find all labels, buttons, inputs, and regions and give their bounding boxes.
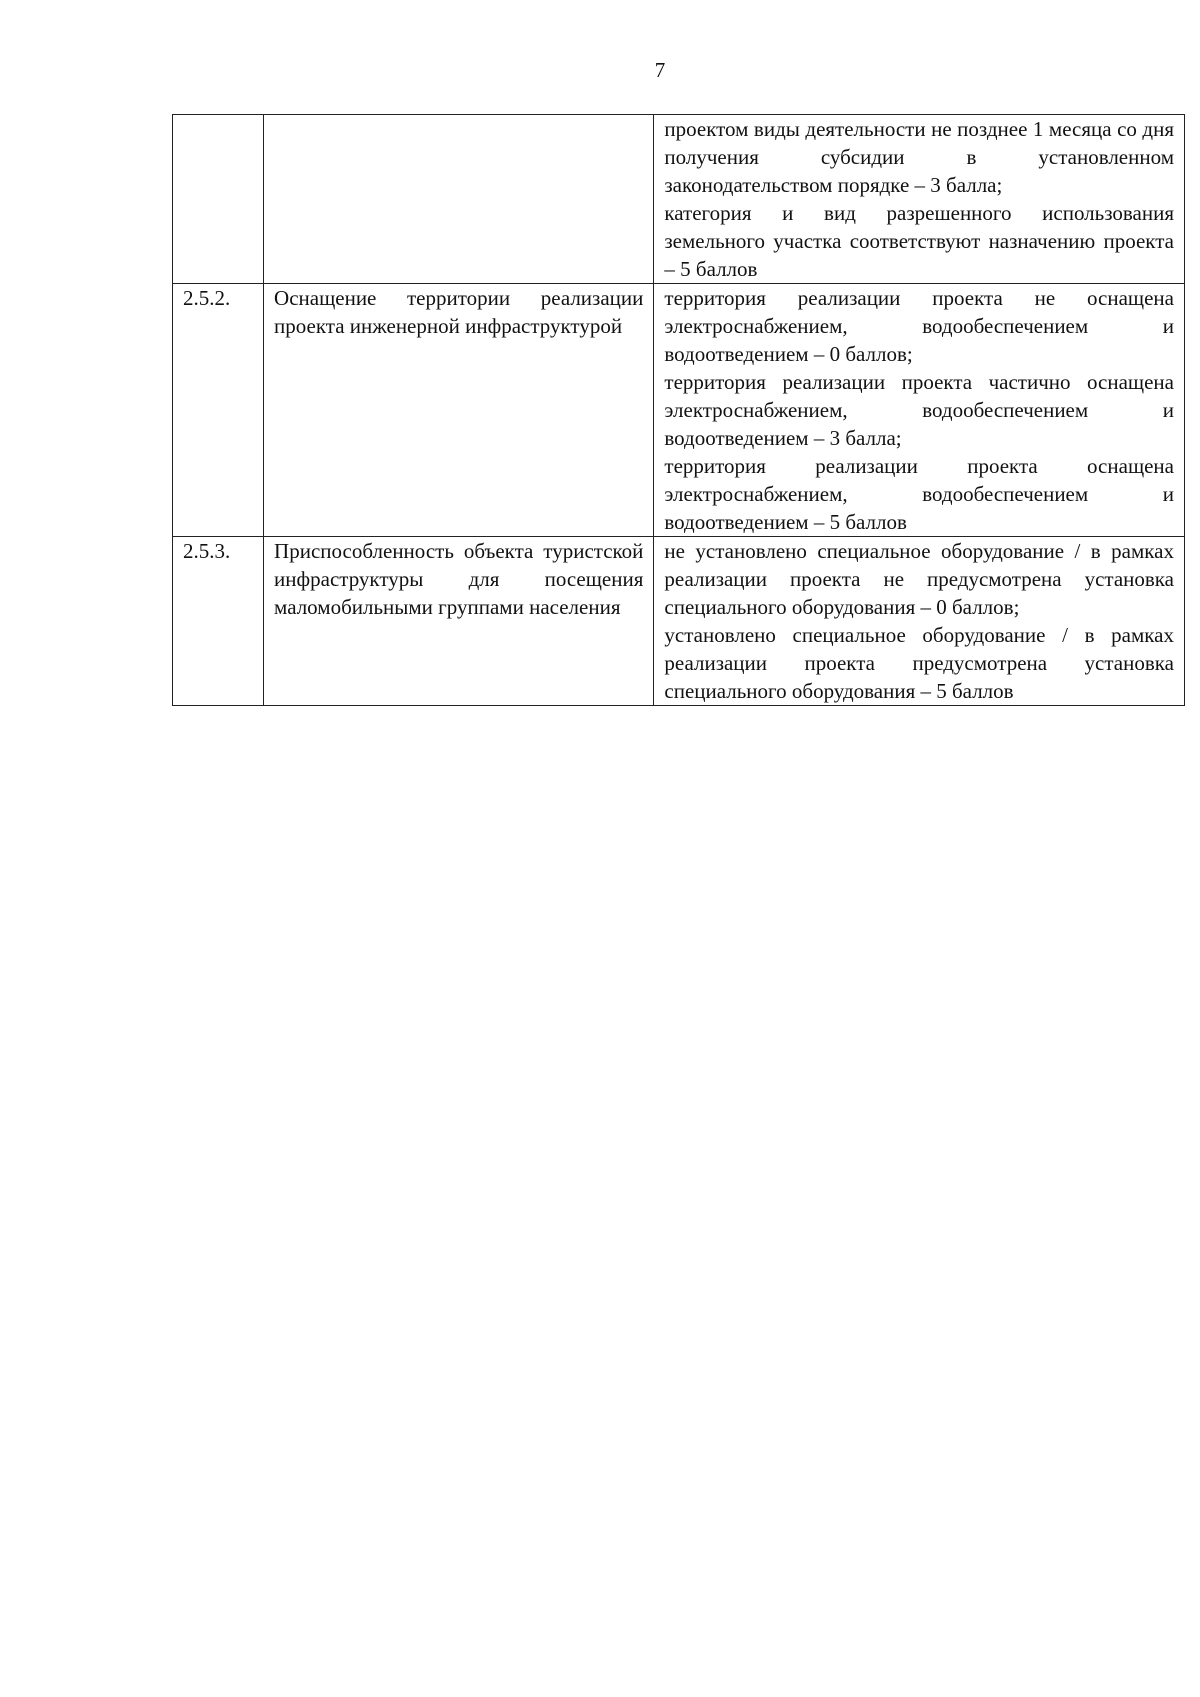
- scoring-cell: [654, 115, 1185, 284]
- scoring-cell: [654, 284, 1185, 537]
- scoring-item: категория и вид разрешенного использования земельного участка соответствуют назначению проекта – 5 баллов: [664, 201, 1174, 281]
- scoring-item: установлено специальное оборудование / в рамках реализации проекта предусмотрена установка специального оборудования – 5 баллов: [664, 623, 1174, 703]
- page-number: 7: [654, 58, 666, 82]
- criterion-name-cell: [264, 115, 654, 284]
- criterion-name-cell: Оснащение территории реализации проекта инженерной инфраструктурой: [264, 284, 654, 537]
- scoring-item: территория реализации проекта оснащена электроснабжением, водообеспечением и водоотведением – 5 баллов: [664, 454, 1174, 534]
- table-row: [173, 537, 1185, 706]
- scoring-cell: [654, 537, 1185, 706]
- row-number-cell: 2.5.2.: [173, 284, 264, 537]
- row-number-cell: 2.5.3.: [173, 537, 264, 706]
- criteria-table: [172, 114, 1185, 706]
- row-number-cell: [173, 115, 264, 284]
- scoring-item: территория реализации проекта не оснащена электроснабжением, водообеспечением и водоотведением – 0 баллов;: [664, 286, 1174, 366]
- scoring-item: не установлено специальное оборудование / в рамках реализации проекта не предусмотрена установка специального оборудования – 0 баллов;: [664, 539, 1174, 619]
- scoring-item: территория реализации проекта частично оснащена электроснабжением, водообеспечением и водоотведением – 3 балла;: [664, 370, 1174, 450]
- table-row: [173, 284, 1185, 537]
- scoring-item: проектом виды деятельности не позднее 1 месяца со дня получения субсидии в установленном законодательством порядке – 3 балла;: [664, 117, 1174, 197]
- criterion-name-cell: Приспособленность объекта туристской инфраструктуры для посещения маломобильными группами населения: [264, 537, 654, 706]
- table-row: [173, 115, 1185, 284]
